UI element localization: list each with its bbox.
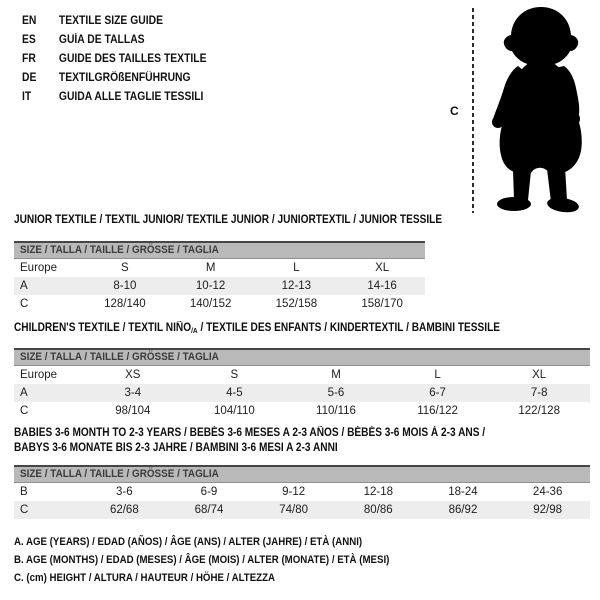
size-cell: S <box>230 369 239 381</box>
table-row <box>14 483 590 501</box>
junior-section-title <box>14 213 500 228</box>
table-row <box>14 402 590 420</box>
footnote-a: A. AGE (YEARS) / EDAD (AÑOS) / ÂGE (ANS) / ALTER (JAHRE) / ETÀ (ANNI) <box>14 536 363 548</box>
size-cell: 4-5 <box>226 387 243 399</box>
children-title-pre: CHILDREN'S TEXTILE / TEXTIL NIÑO <box>14 322 192 334</box>
size-cell: 92/98 <box>533 504 563 516</box>
babies-size-table <box>14 465 590 519</box>
legend-row-fr <box>22 49 207 68</box>
row-label-cell: C <box>20 504 29 516</box>
footnotes <box>14 533 441 587</box>
size-cell: 110/116 <box>316 405 356 417</box>
size-cell: 18-24 <box>448 486 478 498</box>
size-header-text: SIZE / TALLA / TAILLE / GRÖSSE / TAGLIA <box>20 351 219 363</box>
junior-title-text: JUNIOR TEXTILE / TEXTIL JUNIOR/ TEXTILE JUNIOR / JUNIORTEXTIL / JUNIOR TESSILE <box>14 214 443 226</box>
children-size-table <box>14 348 590 420</box>
size-header-bar <box>14 465 590 483</box>
size-cell: L <box>293 262 300 274</box>
size-cell: 80/86 <box>363 504 393 516</box>
size-cell: 12-18 <box>363 486 393 498</box>
footnote-c: C. (cm) HEIGHT / ALTURA / HAUTEUR / HÖHE / ALTEZZA <box>14 572 276 584</box>
row-label-cell: A <box>20 280 28 292</box>
size-cell: 86/92 <box>448 504 478 516</box>
size-cell: 152/158 <box>275 298 318 310</box>
children-title-post: / TEXTILE DES ENFANTS / KINDERTEXTIL / BAMBINI TESSILE <box>197 322 501 334</box>
row-label-cell: Europe <box>20 369 58 381</box>
size-header-text: SIZE / TALLA / TAILLE / GRÖSSE / TAGLIA <box>20 468 219 480</box>
row-label-cell: B <box>20 486 28 498</box>
height-dashed-line <box>472 8 474 213</box>
size-cell: 98/104 <box>115 405 151 417</box>
lang-code: DE <box>22 71 37 84</box>
size-cell: XL <box>532 369 547 381</box>
size-cell: XL <box>375 262 390 274</box>
size-cell: 3-4 <box>124 387 142 399</box>
size-cell: L <box>434 369 441 381</box>
size-cell: M <box>205 262 216 274</box>
size-cell: 140/152 <box>189 298 232 310</box>
size-cell: 10-12 <box>195 280 226 292</box>
size-cell: 62/68 <box>109 504 139 516</box>
table-row <box>14 501 590 519</box>
size-cell: M <box>331 369 341 381</box>
language-legend <box>22 11 227 106</box>
size-cell: S <box>121 262 129 274</box>
legend-row-es <box>22 30 207 49</box>
legend-row-en <box>22 11 207 30</box>
size-cell: 116/122 <box>417 405 458 417</box>
table-row <box>14 259 425 277</box>
legend-row-it <box>22 87 207 106</box>
children-title-subscript: /A <box>191 326 198 335</box>
size-cell: 158/170 <box>361 298 403 310</box>
lang-code: EN <box>22 14 37 27</box>
legend-row-de <box>22 68 207 87</box>
size-cell: 7-8 <box>530 387 548 399</box>
height-measure-label: C <box>450 104 459 118</box>
lang-label: TEXTILE SIZE GUIDE <box>58 14 163 27</box>
children-title-text <box>14 321 500 338</box>
size-cell: 128/140 <box>104 298 146 310</box>
table-row <box>14 384 590 402</box>
table-row <box>14 366 590 384</box>
footnote-b: B. AGE (MONTHS) / EDAD (MESES) / ÂGE (MOIS) / ALTER (MONATE) / ETÀ (MESI) <box>14 554 390 566</box>
row-label-cell: A <box>20 387 28 399</box>
table-row <box>14 277 425 295</box>
lang-label: GUIDE DES TAILLES TEXTILE <box>58 52 207 65</box>
row-label-cell: C <box>20 405 29 417</box>
size-cell: 12-13 <box>281 280 312 292</box>
row-label-cell: C <box>20 298 29 310</box>
size-cell: 104/110 <box>214 405 255 417</box>
size-header-text: SIZE / TALLA / TAILLE / GRÖSSE / TAGLIA <box>20 244 219 256</box>
lang-label: GUIDA ALLE TAGLIE TESSILI <box>58 90 204 103</box>
size-cell: 3-6 <box>116 486 133 498</box>
size-cell: 8-10 <box>113 280 137 292</box>
size-header-bar <box>14 348 590 366</box>
size-cell: 122/128 <box>518 405 560 417</box>
lang-code: FR <box>22 52 36 65</box>
size-cell: 9-12 <box>282 486 306 498</box>
size-header-bar <box>14 241 425 259</box>
babies-title-line1: BABIES 3-6 MONTH TO 2-3 YEARS / BEBÉS 3-6 MESES A 2-3 AÑOS / BÉBÉS 3-6 MOIS À 2-3 ANS / <box>14 427 486 439</box>
lang-label: TEXTILGRÖßENFÜHRUNG <box>58 71 191 84</box>
babies-section-title <box>14 426 549 456</box>
junior-size-table <box>14 241 425 313</box>
children-section-title <box>14 321 566 338</box>
row-label-cell: Europe <box>20 262 58 274</box>
size-cell: 5-6 <box>327 387 345 399</box>
size-cell: 6-7 <box>429 387 446 399</box>
lang-label: GUÍA DE TALLAS <box>58 33 145 46</box>
lang-code: IT <box>22 90 32 103</box>
size-cell: 14-16 <box>367 280 397 292</box>
size-cell: 24-36 <box>532 486 563 498</box>
baby-silhouette-figure <box>486 3 596 215</box>
size-cell: XS <box>125 369 141 381</box>
lang-code: ES <box>22 33 36 46</box>
babies-title-line2: BABYS 3-6 MONATE BIS 2-3 JAHRE / BAMBINI 3-6 MESI A 2-3 ANNI <box>14 442 338 454</box>
size-cell: 6-9 <box>200 486 218 498</box>
size-cell: 74/80 <box>279 504 309 516</box>
size-cell: 68/74 <box>194 504 224 516</box>
table-row <box>14 295 425 313</box>
